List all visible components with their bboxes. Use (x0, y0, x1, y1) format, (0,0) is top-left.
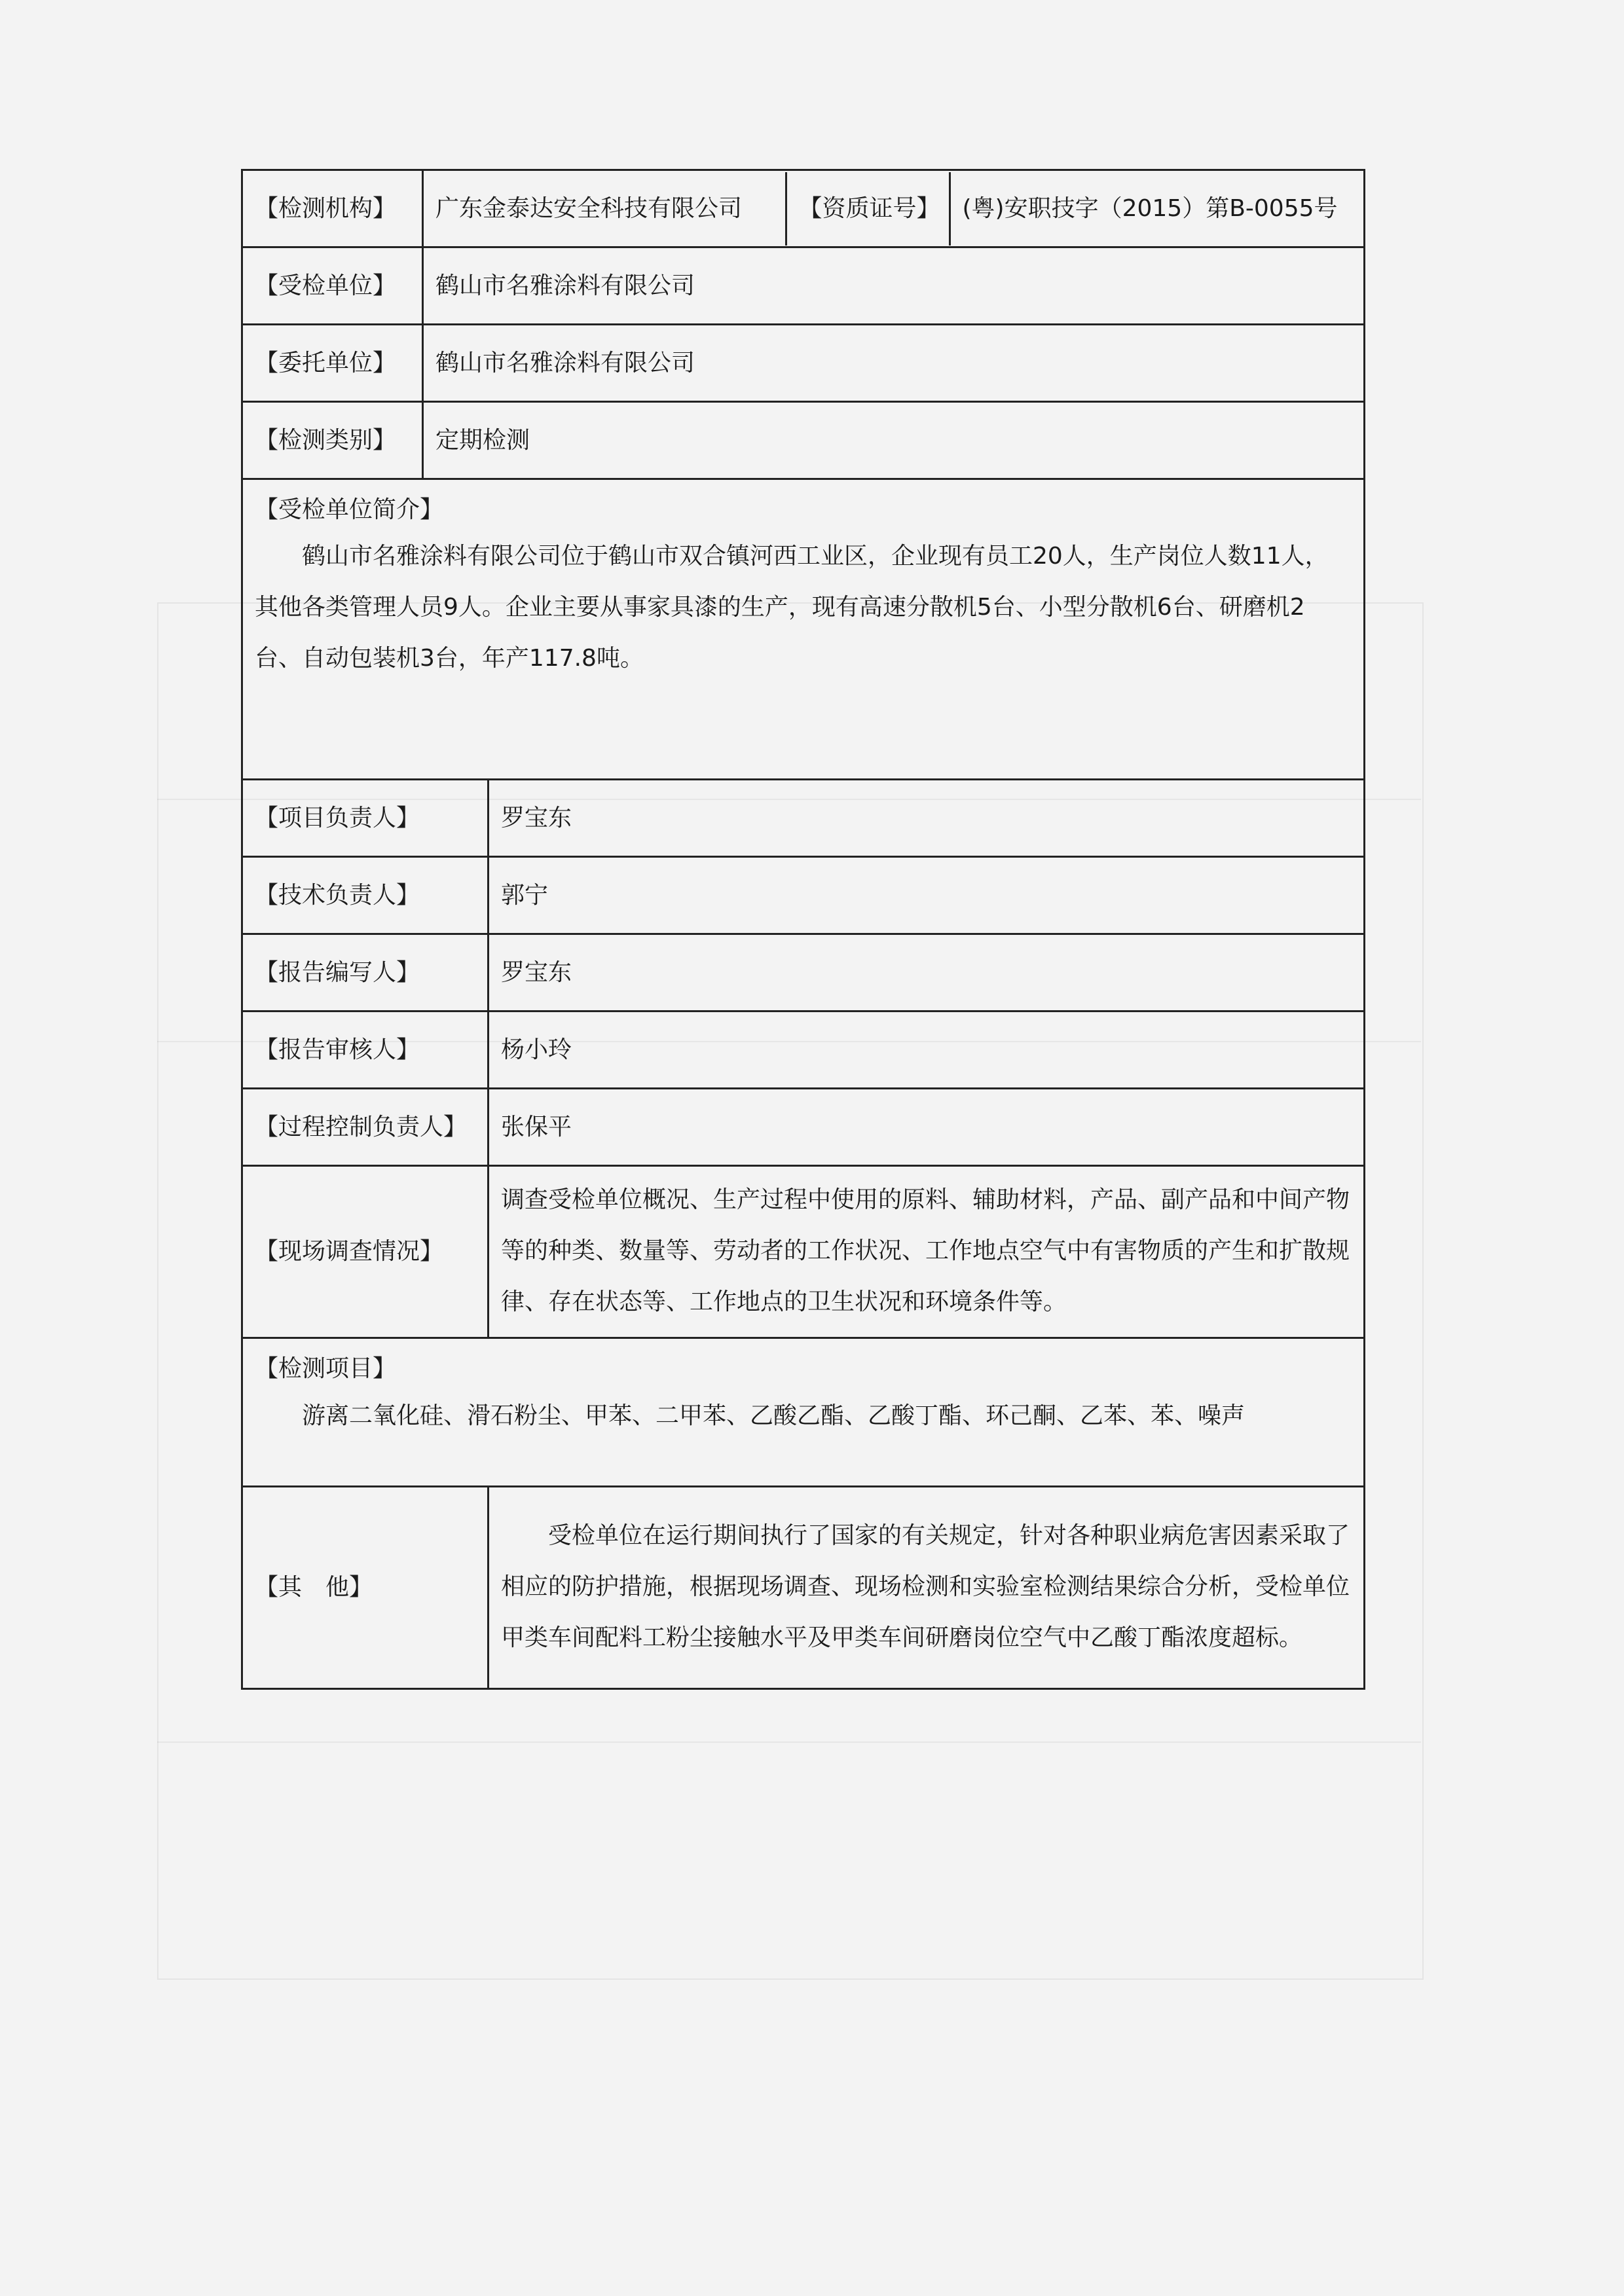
survey-text: 调查受检单位概况、生产过程中使用的原料、辅助材料，产品、副产品和中间产物等的种类、数量等、劳动者的工作状况、工作地点空气中有害物质的产生和扩散规律、存在状态等、工作地点的卫生状况和环境条件等。 (489, 1166, 1365, 1338)
org-value: 广东金泰达安全科技有限公司 (424, 172, 786, 246)
person-value: 杨小玲 (489, 1011, 1365, 1089)
items-cell (242, 1338, 1365, 1487)
intro-label: 【受检单位简介】 (255, 496, 444, 523)
person-value: 郭宁 (489, 857, 1365, 934)
report-summary-table (241, 169, 1365, 1690)
person-row (242, 1011, 1365, 1089)
person-value: 张保平 (489, 1089, 1365, 1166)
person-label: 【项目负责人】 (242, 780, 489, 857)
cert-value: (粤)安职技字（2015）第B-0055号 (962, 194, 1338, 222)
person-row (242, 1089, 1365, 1166)
person-label: 【报告审核人】 (242, 1011, 489, 1089)
person-label: 【技术负责人】 (242, 857, 489, 934)
other-text: 受检单位在运行期间执行了国家的有关规定，针对各种职业病危害因素采取了相应的防护措施，根据现场调查、现场检测和实验室检测结果综合分析，受检单位甲类车间配料工粉尘接触水平及甲类车间研磨岗位空气中乙酸丁酯浓度超标。 (489, 1487, 1365, 1689)
person-label: 【报告编写人】 (242, 934, 489, 1011)
org-label: 【检测机构】 (242, 170, 423, 247)
survey-row (242, 1166, 1365, 1338)
other-row (242, 1487, 1365, 1689)
person-row (242, 934, 1365, 1011)
person-label: 【过程控制负责人】 (242, 1089, 489, 1166)
other-label: 【其 他】 (242, 1487, 489, 1689)
person-row (242, 780, 1365, 857)
items-row (242, 1338, 1365, 1487)
person-value: 罗宝东 (489, 780, 1365, 857)
bleed-through-line (157, 1741, 1421, 1743)
inspected-label: 【受检单位】 (242, 247, 423, 325)
client-value: 鹤山市名雅涂料有限公司 (423, 325, 1365, 402)
category-value: 定期检测 (423, 402, 1365, 479)
intro-text: 鹤山市名雅涂料有限公司位于鹤山市双合镇河西工业区，企业现有员工20人，生产岗位人数11人，其他各类管理人员9人。企业主要从事家具漆的生产，现有高速分散机5台、小型分散机6台、研磨机2台、自动包装机3台，年产117.8吨。 (255, 543, 1329, 672)
category-row (242, 402, 1365, 479)
person-value: 罗宝东 (489, 934, 1365, 1011)
org-row (242, 170, 1365, 247)
items-label: 【检测项目】 (255, 1355, 397, 1382)
category-label: 【检测类别】 (242, 402, 423, 479)
cert-label: 【资质证号】 (786, 172, 950, 246)
intro-cell (242, 479, 1365, 780)
inspected-row (242, 247, 1365, 325)
inspected-value: 鹤山市名雅涂料有限公司 (423, 247, 1365, 325)
client-label: 【委托单位】 (242, 325, 423, 402)
survey-label: 【现场调查情况】 (242, 1166, 489, 1338)
client-row (242, 325, 1365, 402)
items-text: 游离二氧化硅、滑石粉尘、甲苯、二甲苯、乙酸乙酯、乙酸丁酯、环己酮、乙苯、苯、噪声 (302, 1402, 1246, 1429)
intro-row (242, 479, 1365, 780)
person-row (242, 857, 1365, 934)
